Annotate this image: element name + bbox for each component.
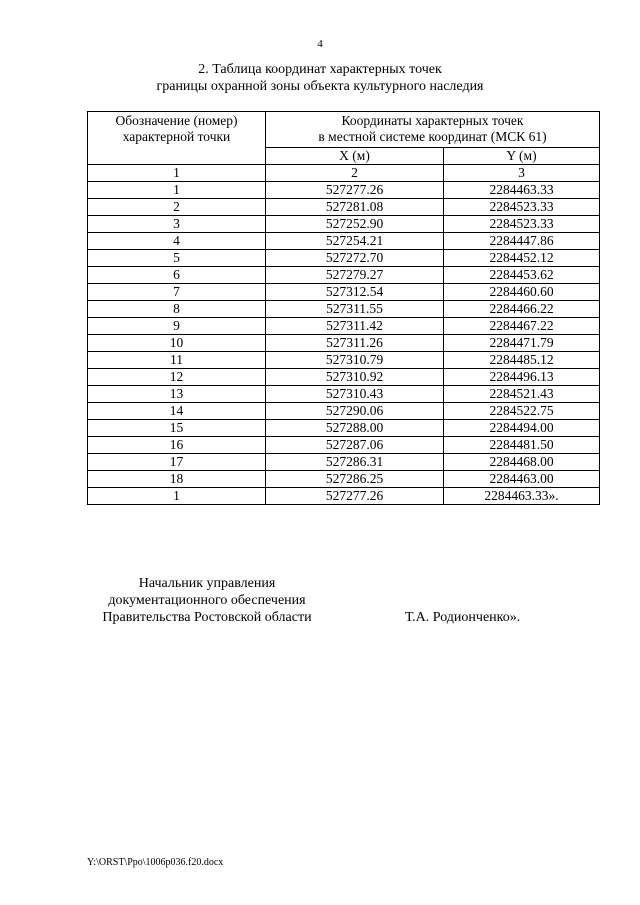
y-coordinate-cell: 2284481.50: [444, 437, 600, 454]
header-point-designation: Обозначение (номер) характерной точки: [88, 112, 266, 165]
coordinates-table: [87, 111, 600, 505]
y-coordinate-cell: 2284463.33: [444, 182, 600, 199]
point-number-cell: 13: [88, 386, 266, 403]
x-coordinate-cell: 527286.25: [266, 471, 444, 488]
point-number-cell: 14: [88, 403, 266, 420]
point-number-cell: 6: [88, 267, 266, 284]
point-number-cell: 10: [88, 335, 266, 352]
table-row: [88, 199, 600, 216]
table-row: [88, 471, 600, 488]
y-coordinate-cell: 2284485.12: [444, 352, 600, 369]
table-row: [88, 403, 600, 420]
title-line-2: границы охранной зоны объекта культурного наследия: [156, 79, 484, 94]
y-coordinate-cell: 2284447.86: [444, 233, 600, 250]
table-row: [88, 250, 600, 267]
x-coordinate-cell: 527287.06: [266, 437, 444, 454]
file-path-footer: Y:\ORST\Ppo\1006p036.f20.docx: [87, 857, 224, 868]
column-index-row: 1 2 3: [88, 165, 600, 182]
x-coordinate-cell: 527310.43: [266, 386, 444, 403]
x-coordinate-cell: 527254.21: [266, 233, 444, 250]
y-coordinate-cell: 2284460.60: [444, 284, 600, 301]
point-number-cell: 16: [88, 437, 266, 454]
table-row: [88, 182, 600, 199]
table-row: [88, 488, 600, 505]
table-row: [88, 386, 600, 403]
point-number-cell: 9: [88, 318, 266, 335]
table-row: [88, 284, 600, 301]
table-row: [88, 318, 600, 335]
page-title: [0, 61, 640, 95]
point-number-cell: 12: [88, 369, 266, 386]
x-coordinate-cell: 527311.42: [266, 318, 444, 335]
table-row: [88, 335, 600, 352]
x-coordinate-cell: 527272.70: [266, 250, 444, 267]
y-coordinate-cell: 2284521.43: [444, 386, 600, 403]
x-coordinate-cell: 527310.92: [266, 369, 444, 386]
table-row: [88, 352, 600, 369]
table-row: [88, 233, 600, 250]
point-number-cell: 8: [88, 301, 266, 318]
y-coordinate-cell: 2284466.22: [444, 301, 600, 318]
table-row: [88, 301, 600, 318]
x-coordinate-cell: 527311.26: [266, 335, 444, 352]
y-coordinate-cell: 2284467.22: [444, 318, 600, 335]
point-number-cell: 1: [88, 488, 266, 505]
title-line-1: 2. Таблица координат характерных точек: [198, 62, 442, 77]
point-number-cell: 18: [88, 471, 266, 488]
y-coordinate-cell: 2284523.33: [444, 216, 600, 233]
x-coordinate-cell: 527277.26: [266, 488, 444, 505]
point-number-cell: 3: [88, 216, 266, 233]
y-coordinate-cell: 2284463.00: [444, 471, 600, 488]
x-coordinate-cell: 527310.79: [266, 352, 444, 369]
point-number-cell: 4: [88, 233, 266, 250]
header-y: Y (м): [444, 148, 600, 165]
x-coordinate-cell: 527279.27: [266, 267, 444, 284]
y-coordinate-cell: 2284494.00: [444, 420, 600, 437]
y-coordinate-cell: 2284453.62: [444, 267, 600, 284]
y-coordinate-cell: 2284471.79: [444, 335, 600, 352]
y-coordinate-cell: 2284463.33».: [444, 488, 600, 505]
x-coordinate-cell: 527252.90: [266, 216, 444, 233]
y-coordinate-cell: 2284468.00: [444, 454, 600, 471]
signatory-title: Начальник управления документационного обеспечения Правительства Ростовской области: [102, 576, 312, 625]
x-coordinate-cell: 527290.06: [266, 403, 444, 420]
point-number-cell: 2: [88, 199, 266, 216]
header-coordinates: Координаты характерных точек в местной системе координат (МСК 61): [266, 112, 600, 148]
y-coordinate-cell: 2284522.75: [444, 403, 600, 420]
point-number-cell: 1: [88, 182, 266, 199]
table-row: [88, 267, 600, 284]
x-coordinate-cell: 527288.00: [266, 420, 444, 437]
table-row: [88, 437, 600, 454]
header-x: X (м): [266, 148, 444, 165]
point-number-cell: 17: [88, 454, 266, 471]
signatory-name: Т.А. Родионченко».: [405, 610, 521, 625]
table-row: [88, 369, 600, 386]
y-coordinate-cell: 2284496.13: [444, 369, 600, 386]
y-coordinate-cell: 2284523.33: [444, 199, 600, 216]
table-row: [88, 454, 600, 471]
point-number-cell: 5: [88, 250, 266, 267]
table-body: [88, 182, 600, 505]
point-number-cell: 11: [88, 352, 266, 369]
table-row: [88, 420, 600, 437]
table-row: [88, 216, 600, 233]
point-number-cell: 7: [88, 284, 266, 301]
x-coordinate-cell: 527311.55: [266, 301, 444, 318]
x-coordinate-cell: 527286.31: [266, 454, 444, 471]
y-coordinate-cell: 2284452.12: [444, 250, 600, 267]
x-coordinate-cell: 527281.08: [266, 199, 444, 216]
point-number-cell: 15: [88, 420, 266, 437]
x-coordinate-cell: 527312.54: [266, 284, 444, 301]
x-coordinate-cell: 527277.26: [266, 182, 444, 199]
page-number: 4: [317, 38, 323, 50]
